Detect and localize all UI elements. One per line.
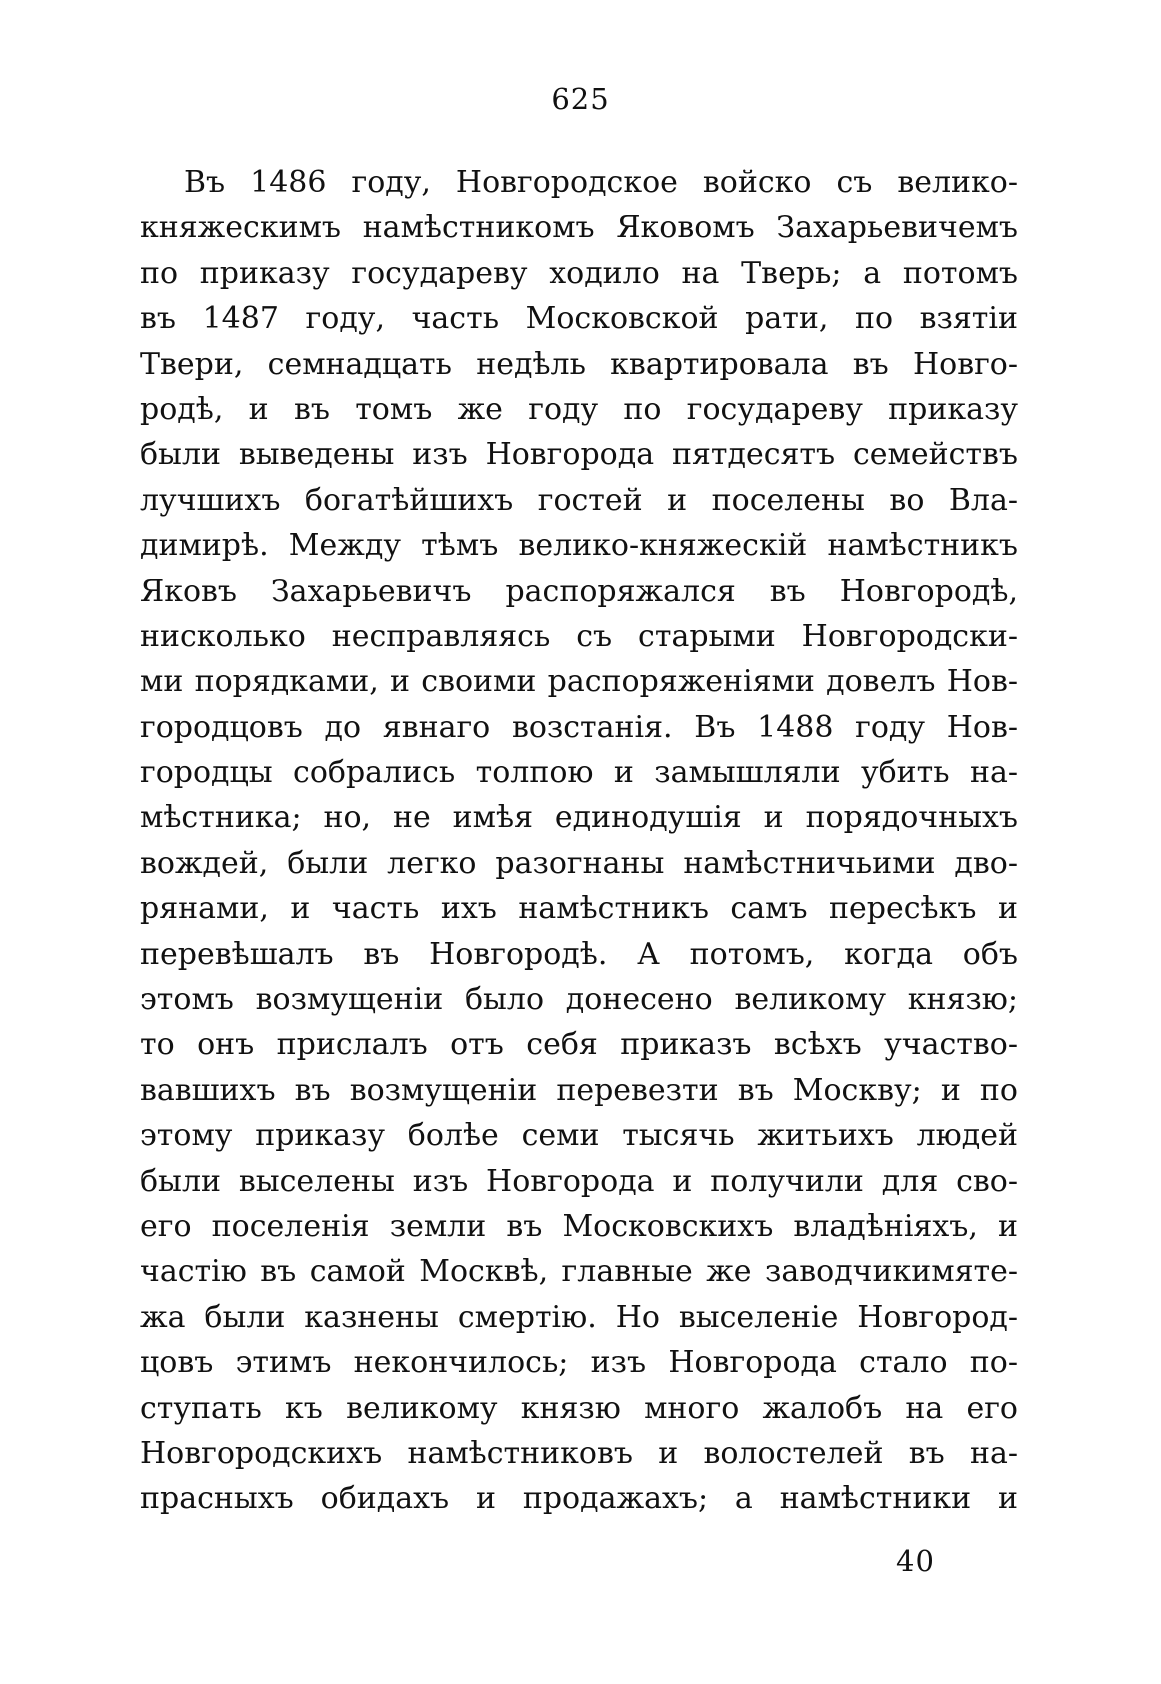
- text-line: мѣстника; но, не имѣя единодушія и порядочныхъ: [140, 800, 1018, 836]
- text-line: были выселены изъ Новгорода и получили для сво-: [140, 1163, 1018, 1199]
- text-line: княжескимъ намѣстникомъ Яковомъ Захарьевичемъ: [140, 210, 1018, 246]
- text-line: димирѣ. Между тѣмъ велико-княжескій намѣстникъ: [140, 528, 1018, 564]
- text-line: этому приказу болѣе семи тысячь житьихъ людей: [140, 1118, 1018, 1154]
- text-line: въ 1487 году, часть Московской рати, по взятіи: [140, 301, 1018, 337]
- text-line: Въ 1486 году, Новгородское войско съ велико-: [184, 165, 1018, 200]
- text-line: были выведены изъ Новгорода пятдесятъ семействъ: [140, 437, 1018, 473]
- text-line: городцы собрались толпою и замышляли убить на-: [140, 755, 1018, 791]
- text-line: Яковъ Захарьевичъ распоряжался въ Новгородѣ,: [140, 573, 1018, 609]
- text-line: его поселенія земли въ Московскихъ владѣніяхъ, и: [140, 1208, 1018, 1244]
- text-line: Новгородскихъ намѣстниковъ и волостелей въ на-: [140, 1435, 1018, 1471]
- body-text: [140, 160, 1018, 1522]
- text-line: рянами, и часть ихъ намѣстникъ самъ пересѣкъ и: [140, 891, 1018, 927]
- text-line: перевѣшалъ въ Новгородѣ. А потомъ, когда объ: [140, 936, 1018, 972]
- text-line: ступать къ великому князю много жалобъ на его: [140, 1390, 1018, 1426]
- text-line: жа были казнены смертію. Но выселеніе Новгород-: [140, 1299, 1018, 1335]
- text-line: этомъ возмущеніи было донесено великому князю;: [140, 982, 1018, 1018]
- text-line: вождей, были легко разогнаны намѣстничьими дво-: [140, 845, 1018, 881]
- text-line: то онъ прислалъ отъ себя приказъ всѣхъ участво-: [140, 1027, 1018, 1063]
- text-line: лучшихъ богатѣйшихъ гостей и поселены во Вла-: [140, 482, 1018, 518]
- page-number: 625: [551, 82, 610, 116]
- signature-mark: 40: [896, 1544, 935, 1578]
- text-line: нисколько несправляясь съ старыми Новгородски-: [140, 618, 1018, 654]
- text-line: родѣ, и въ томъ же году по государеву приказу: [140, 391, 1018, 427]
- text-line: городцовъ до явнаго возстанія. Въ 1488 году Нов-: [140, 709, 1018, 745]
- text-line: частію въ самой Москвѣ, главные же заводчикимяте-: [140, 1254, 1018, 1290]
- text-line: прасныхъ обидахъ и продажахъ; а намѣстники и: [140, 1481, 1018, 1517]
- text-line: по приказу государеву ходило на Тверь; а потомъ: [140, 255, 1018, 291]
- text-line: ми порядками, и своими распоряженіями довелъ Нов-: [140, 664, 1018, 700]
- text-line: Твери, семнадцать недѣль квартировала въ Новго-: [140, 346, 1018, 382]
- text-line: вавшихъ въ возмущеніи перевезти въ Москву; и по: [140, 1072, 1018, 1108]
- text-line: цовъ этимъ некончилось; изъ Новгорода стало по-: [140, 1345, 1018, 1381]
